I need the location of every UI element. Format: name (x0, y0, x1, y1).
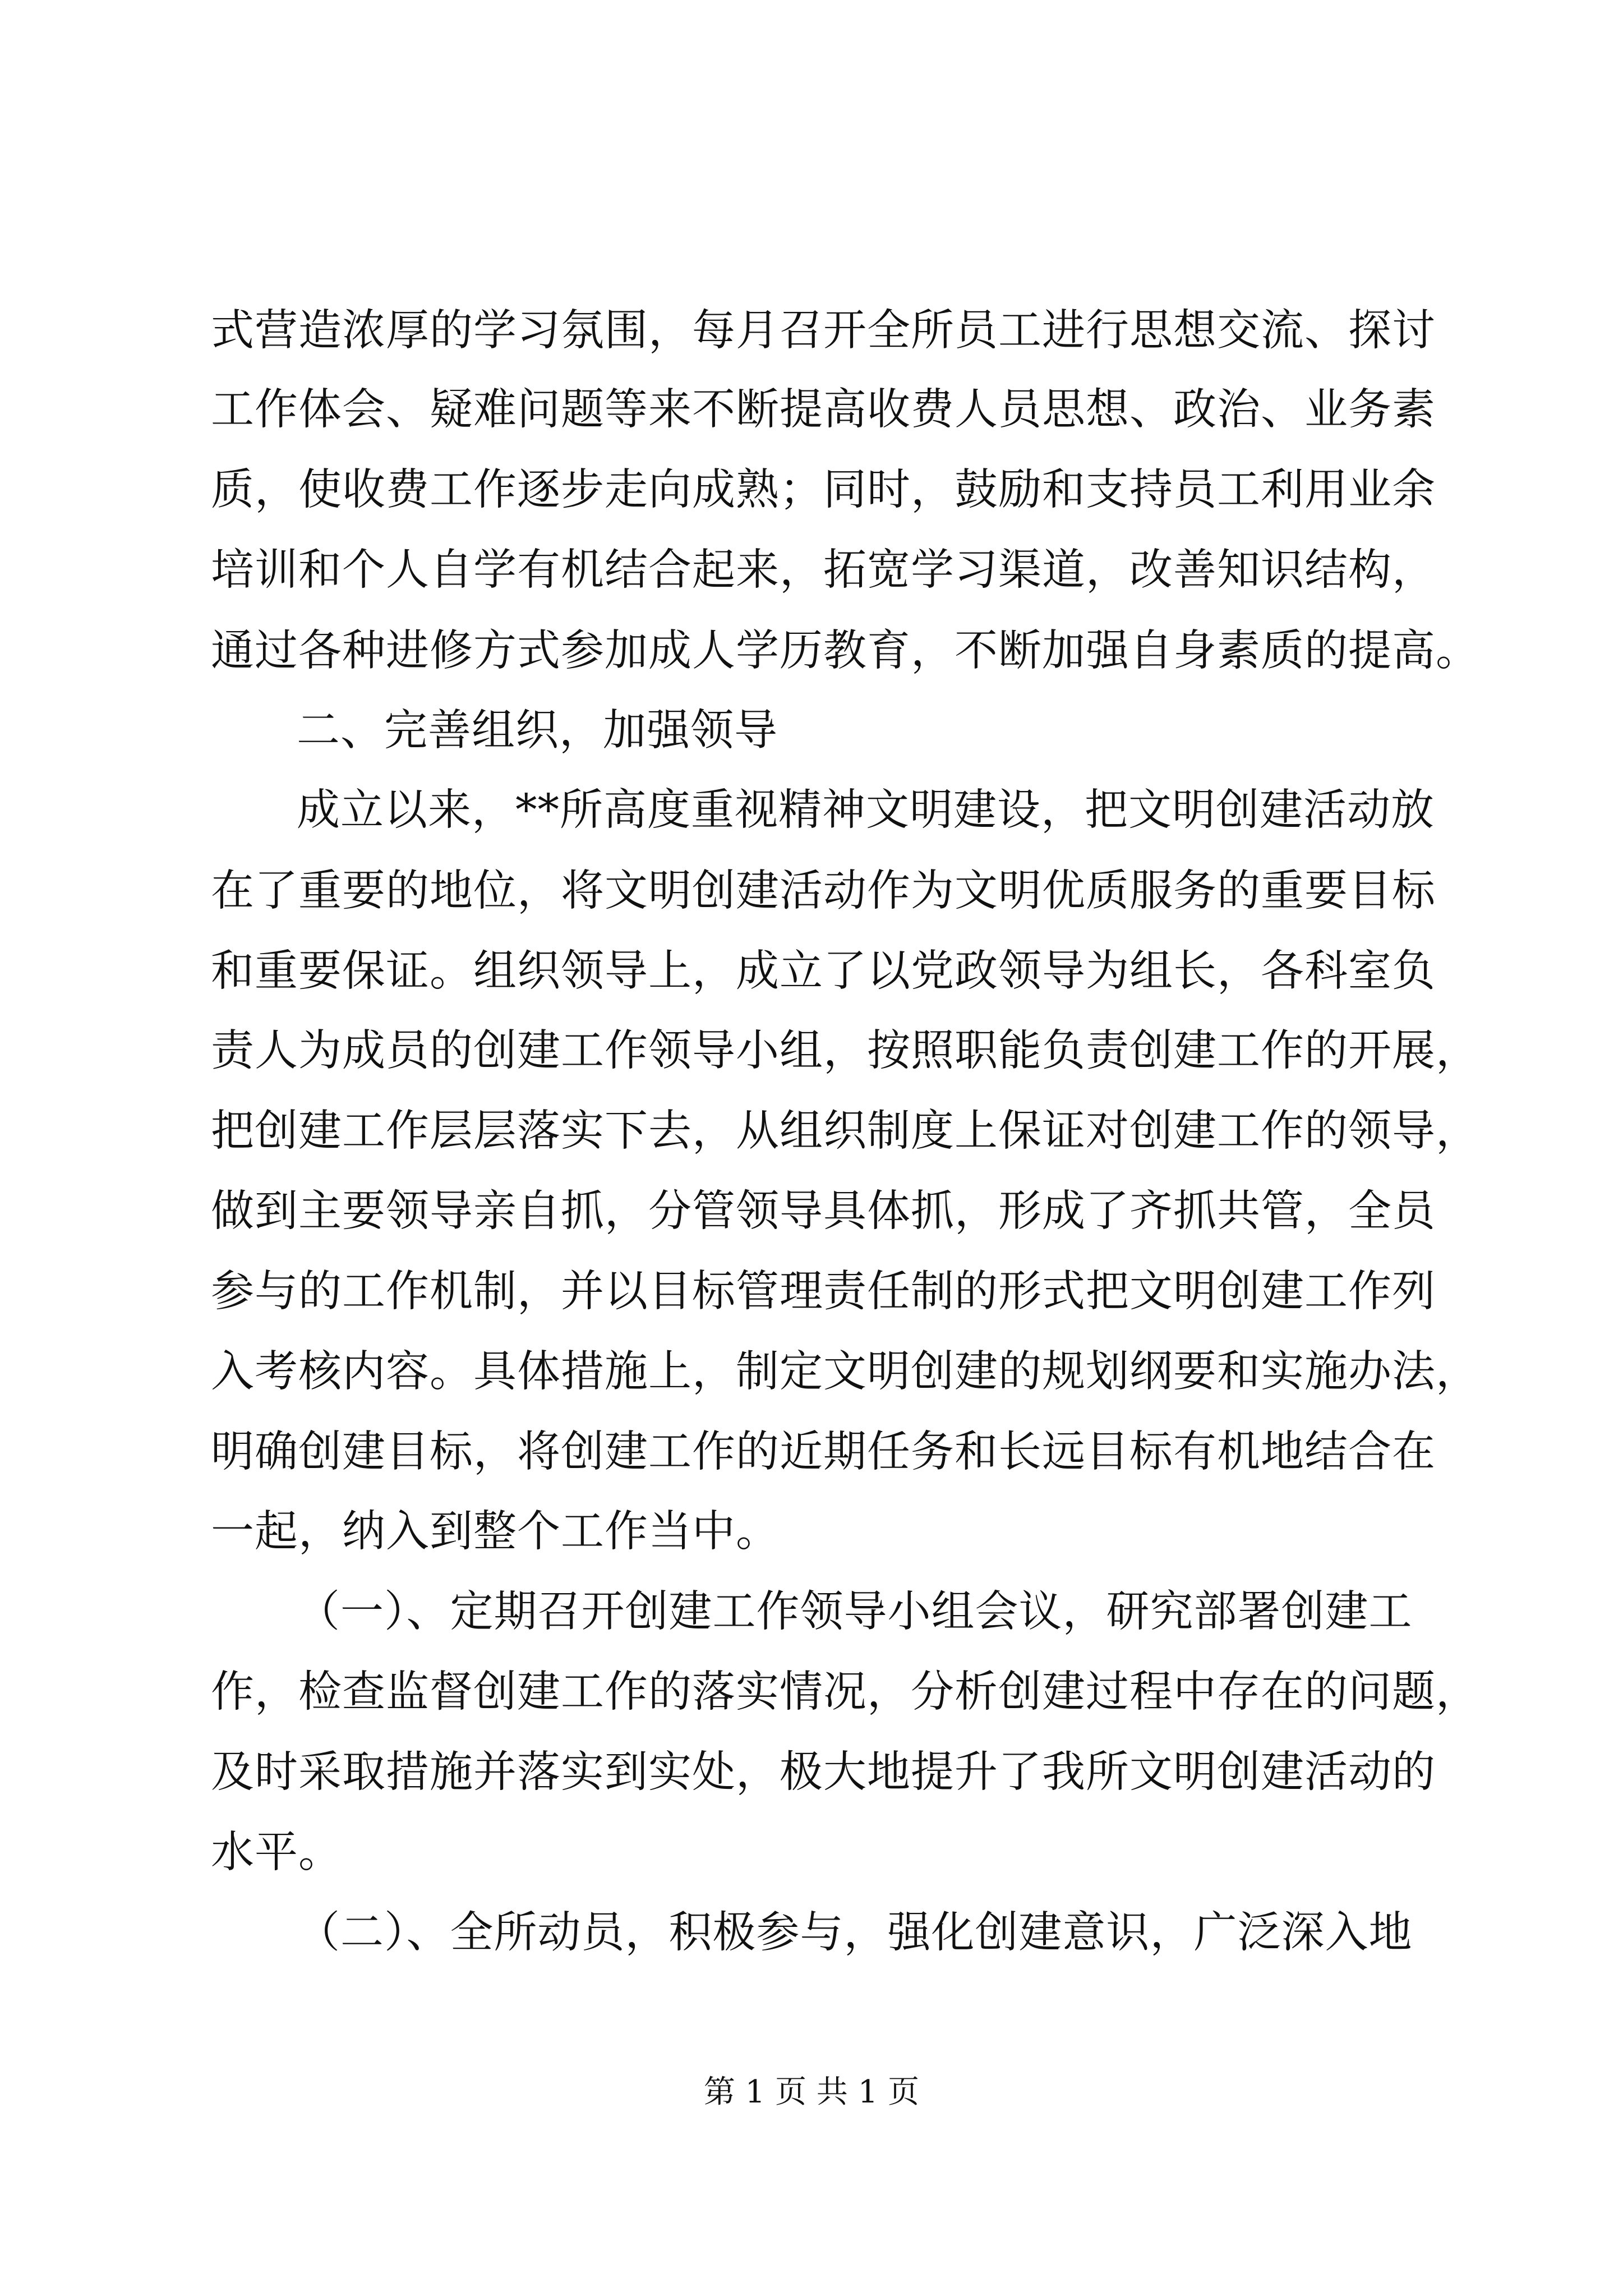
body-line: 成立以来，**所高度重视精神文明建设，把文明创建活动放 (297, 785, 1435, 835)
body-line: 和重要保证。组织领导上，成立了以党政领导为组长，各科室负 (211, 946, 1436, 996)
body-line: 明确创建目标，将创建工作的近期任务和长远目标有机地结合在 (211, 1427, 1436, 1477)
body-line: 质，使收费工作逐步走向成熟；同时，鼓励和支持员工利用业余 (211, 465, 1436, 515)
body-line: 作，检查监督创建工作的落实情况，分析创建过程中存在的问题， (211, 1667, 1479, 1717)
body-line: 通过各种进修方式参加成人学历教育，不断加强自身素质的提高。 (211, 626, 1479, 676)
body-line: 工作体会、疑难问题等来不断提高收费人员思想、政治、业务素 (211, 385, 1436, 435)
body-line: （二）、全所动员，积极参与，强化创建意识，广泛深入地 (297, 1908, 1413, 1958)
body-line: 把创建工作层层落实下去，从组织制度上保证对创建工作的领导， (211, 1106, 1479, 1156)
body-line: 培训和个人自学有机结合起来，拓宽学习渠道，改善知识结构， (211, 545, 1436, 595)
body-line: 参与的工作机制，并以目标管理责任制的形式把文明创建工作列 (211, 1267, 1436, 1317)
body-line: 水平。 (211, 1828, 342, 1878)
body-line: 做到主要领导亲自抓，分管领导具体抓，形成了齐抓共管，全员 (211, 1186, 1436, 1236)
page-footer: 第 1 页 共 1 页 (703, 2074, 920, 2110)
body-line: （一）、定期召开创建工作领导小组会议，研究部署创建工 (297, 1587, 1413, 1637)
body-line: 在了重要的地位，将文明创建活动作为文明优质服务的重要目标 (211, 866, 1436, 916)
body-line: 入考核内容。具体措施上，制定文明创建的规划纲要和实施办法， (211, 1347, 1479, 1397)
section-heading: 二、完善组织，加强领导 (297, 706, 778, 756)
body-line: 责人为成员的创建工作领导小组，按照职能负责创建工作的开展， (211, 1026, 1479, 1076)
body-line: 一起，纳入到整个工作当中。 (211, 1507, 780, 1557)
body-line: 式营造浓厚的学习氛围，每月召开全所员工进行思想交流、探讨 (211, 306, 1436, 356)
body-line: 及时采取措施并落实到实处，极大地提升了我所文明创建活动的 (211, 1747, 1436, 1797)
